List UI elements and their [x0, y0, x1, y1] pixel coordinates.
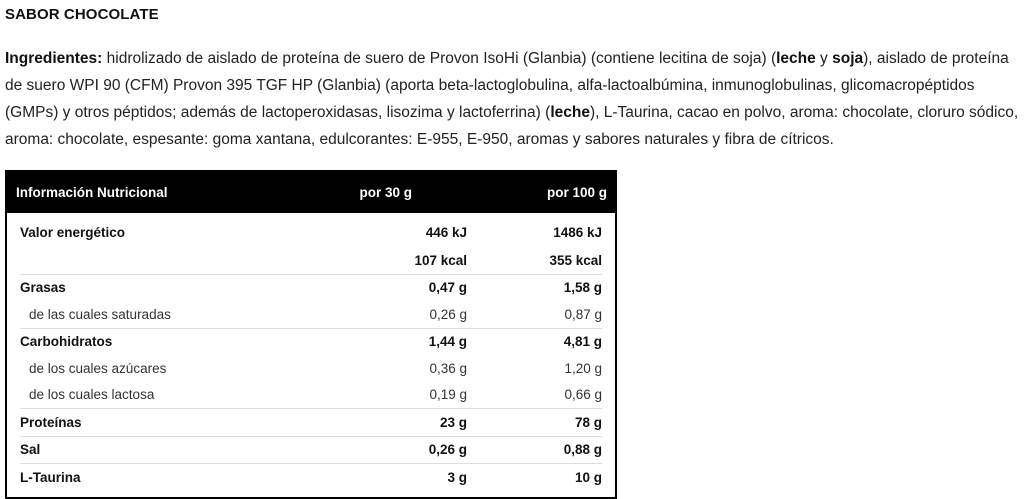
value-per-100g: 4,81 g [563, 334, 602, 350]
nutrition-table-header [7, 172, 615, 213]
ingredients-text-3: ), aislado de proteína de suero WPI 90 (CFM) Provon 395 TGF HP (Glanbia) (aporta beta-lactoglobulina, alfa-lactoalbúmina, inmunoglobulinas, glicomacropéptidos (GMPs) y otros péptidos; además de lactoperoxidasas, lisozima y lactoferrina) ( [5, 50, 1009, 121]
nutrition-table [5, 170, 617, 499]
row-fat [20, 275, 602, 302]
value-per-30g: 0,36 g [429, 360, 467, 376]
product-flavor-title: SABOR CHOCOLATE [5, 6, 159, 23]
value-per-30g: 23 g [439, 414, 467, 430]
value-per-30g: 0,47 g [428, 280, 467, 296]
row-carbohydrates [20, 329, 602, 356]
value-per-30g: 446 kJ [425, 224, 467, 240]
ingredients-text-4: ), L-Taurina, cacao en polvo, aroma: chocolate, cloruro sódico, aroma: chocolate, espesante: goma xantana, edulcorantes: E-955, E-950, aromas y sabores naturales y fibra de cítricos. [5, 104, 1019, 148]
header-nutrition-info: Información Nutricional [16, 185, 168, 200]
header-per-30g: por 30 g [359, 185, 412, 200]
nutrition-table-body [7, 213, 615, 497]
row-sugars [20, 355, 602, 382]
allergen-milk-1: leche [776, 50, 816, 67]
nutrient-name: Carbohidratos [20, 334, 113, 350]
nutrient-name: Sal [20, 442, 41, 458]
value-per-100g: 1,58 g [563, 280, 602, 296]
value-per-30g: 107 kcal [414, 252, 467, 268]
row-protein [20, 409, 602, 437]
ingredients-text-2: y [815, 50, 833, 67]
nutrient-name: L-Taurina [20, 469, 81, 485]
ingredients-label: Ingredientes: [5, 50, 103, 67]
row-saturated-fat [20, 301, 602, 329]
ingredients-paragraph [5, 45, 1023, 153]
value-per-100g: 1486 kJ [553, 224, 602, 240]
nutrient-name: de los cuales azúcares [29, 360, 167, 376]
nutrient-name: de los cuales lactosa [29, 387, 155, 403]
row-taurine [20, 464, 602, 491]
value-per-30g: 0,19 g [429, 387, 467, 403]
value-per-100g: 355 kcal [549, 252, 602, 268]
nutrient-name: Proteínas [20, 414, 82, 430]
row-energy-kcal [20, 247, 602, 275]
value-per-100g: 78 g [574, 414, 602, 430]
row-lactose [20, 382, 602, 410]
nutrient-name: de las cuales saturadas [29, 306, 171, 322]
header-per-100g: por 100 g [546, 185, 607, 200]
allergen-soy: soja [832, 50, 864, 67]
value-per-100g: 0,88 g [563, 442, 602, 458]
value-per-30g: 1,44 g [428, 334, 467, 350]
value-per-30g: 0,26 g [429, 306, 467, 322]
value-per-30g: 0,26 g [428, 442, 467, 458]
row-salt [20, 437, 602, 465]
value-per-100g: 0,66 g [564, 387, 602, 403]
value-per-100g: 1,20 g [564, 360, 602, 376]
nutrient-name: Grasas [20, 280, 66, 296]
row-energy-kj [20, 217, 602, 247]
value-per-30g: 3 g [447, 469, 467, 485]
allergen-milk-2: leche [550, 104, 590, 121]
ingredients-text-1: hidrolizado de aislado de proteína de suero de Provon IsoHi (Glanbia) (contiene lecitina de soja) ( [102, 50, 777, 67]
nutrient-name: Valor energético [20, 224, 126, 240]
value-per-100g: 0,87 g [564, 306, 602, 322]
value-per-100g: 10 g [574, 469, 602, 485]
